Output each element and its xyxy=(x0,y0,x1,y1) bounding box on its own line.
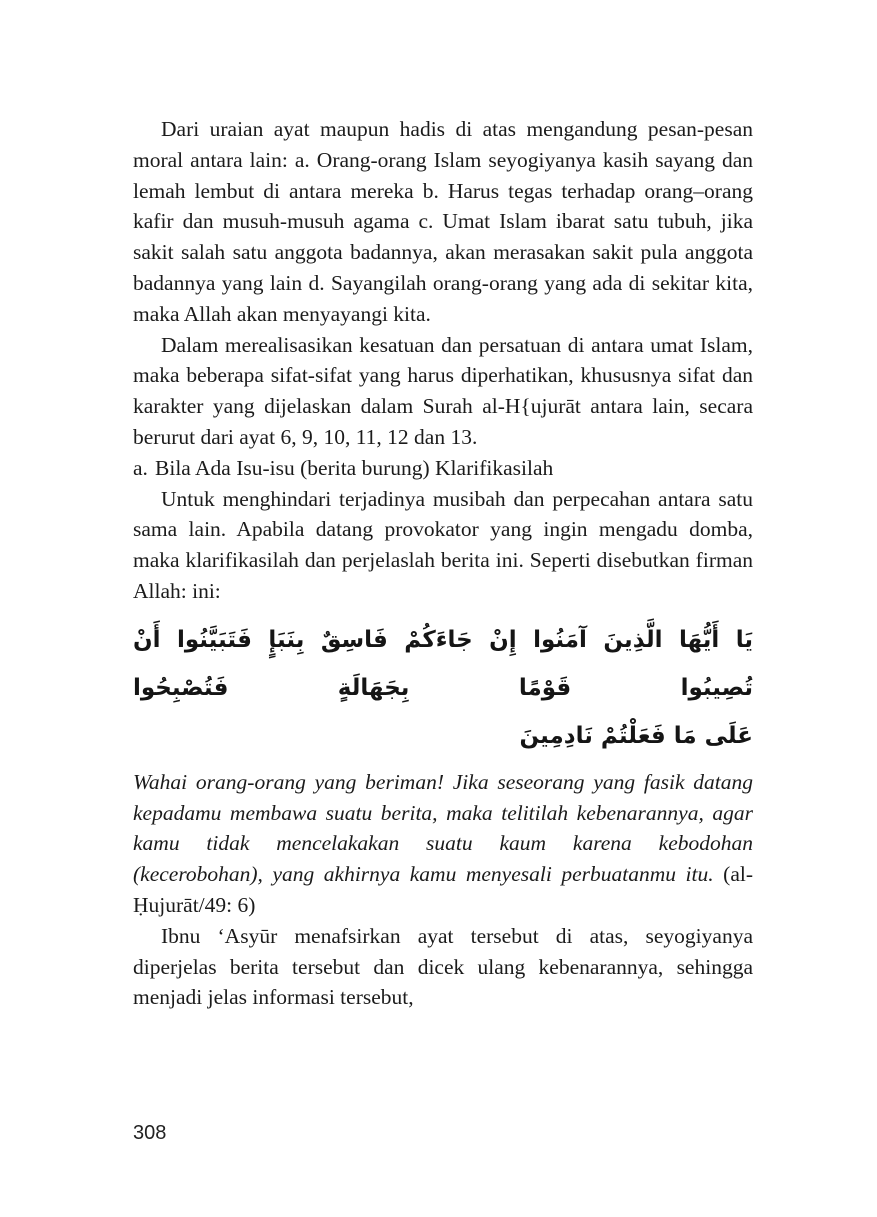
arabic-verse-line-2: عَلَى مَا فَعَلْتُمْ نَادِمِينَ xyxy=(519,722,753,749)
page-content xyxy=(133,114,753,1013)
paragraph-ibnu-asyur: Ibnu ʻAsyūr menafsirkan ayat tersebut di atas, seyogiyanya diperjelas berita tersebut dan dicek ulang kebenarannya, sehingga menjadi jelas informasi tersebut, xyxy=(133,923,753,1010)
paragraph-unity: Dalam merealisasikan kesatuan dan persatuan di antara umat Islam, maka beberapa sifat-sifat yang harus diperhatikan, khususnya sifat dan karakter yang dijelaskan dalam Surah al-H{ujurāt antara lain, secara berurut dari ayat 6, 9, 10, 11, 12 dan 13. xyxy=(133,332,753,449)
page-number: 308 xyxy=(133,1122,167,1144)
verse-translation-citation: (al-Ḥujurāt/49: 6) xyxy=(133,862,753,917)
paragraph-moral-lessons: Dari uraian ayat maupun hadis di atas mengandung pesan-pesan moral antara lain: a. Orang-orang Islam seyogiyanya kasih sayang dan lemah lembut di antara mereka b. Harus tegas terhadap orang–orang kafir dan musuh-musuh agama c. Umat Islam ibarat satu tubuh, jika sakit salah satu anggota badannya, akan merasakan sakit pula anggota badannya yang lain d. Sayangilah orang-orang yang ada di sekitar kita, maka Allah akan menyayangi kita. xyxy=(133,117,753,326)
verse-translation-text: Wahai orang-orang yang beriman! Jika seseorang yang fasik datang kepadamu membawa suatu berita, maka telitilah kebenarannya, agar kamu tidak mencelakakan suatu kaum karena kebodohan (kecerobohan), yang akhirnya kamu menyesali perbuatanmu itu. xyxy=(133,769,753,887)
paragraph-clarify: Untuk menghindari terjadinya musibah dan perpecahan antara satu sama lain. Apabila datang provokator yang ingin mengadu domba, maka klarifikasilah dan perjelaslah berita ini. Seperti disebutkan firman Allah: ini: xyxy=(133,486,753,603)
list-item-heading-text: Bila Ada Isu-isu (berita burung) Klarifikasilah xyxy=(155,455,554,480)
verse-translation xyxy=(133,767,753,921)
list-item-marker: a. xyxy=(133,455,148,480)
list-item-heading-a xyxy=(133,453,753,484)
arabic-verse-line-1: يَا أَيُّهَا الَّذِينَ آمَنُوا إِنْ جَاءَكُمْ فَاسِقٌ بِنَبَإٍ فَتَبَيَّنُوا أَنْ تُصِيبُوا قَوْمًا بِجَهَالَةٍ فَتُصْبِحُوا xyxy=(133,626,753,701)
quran-verse-arabic xyxy=(133,616,753,760)
